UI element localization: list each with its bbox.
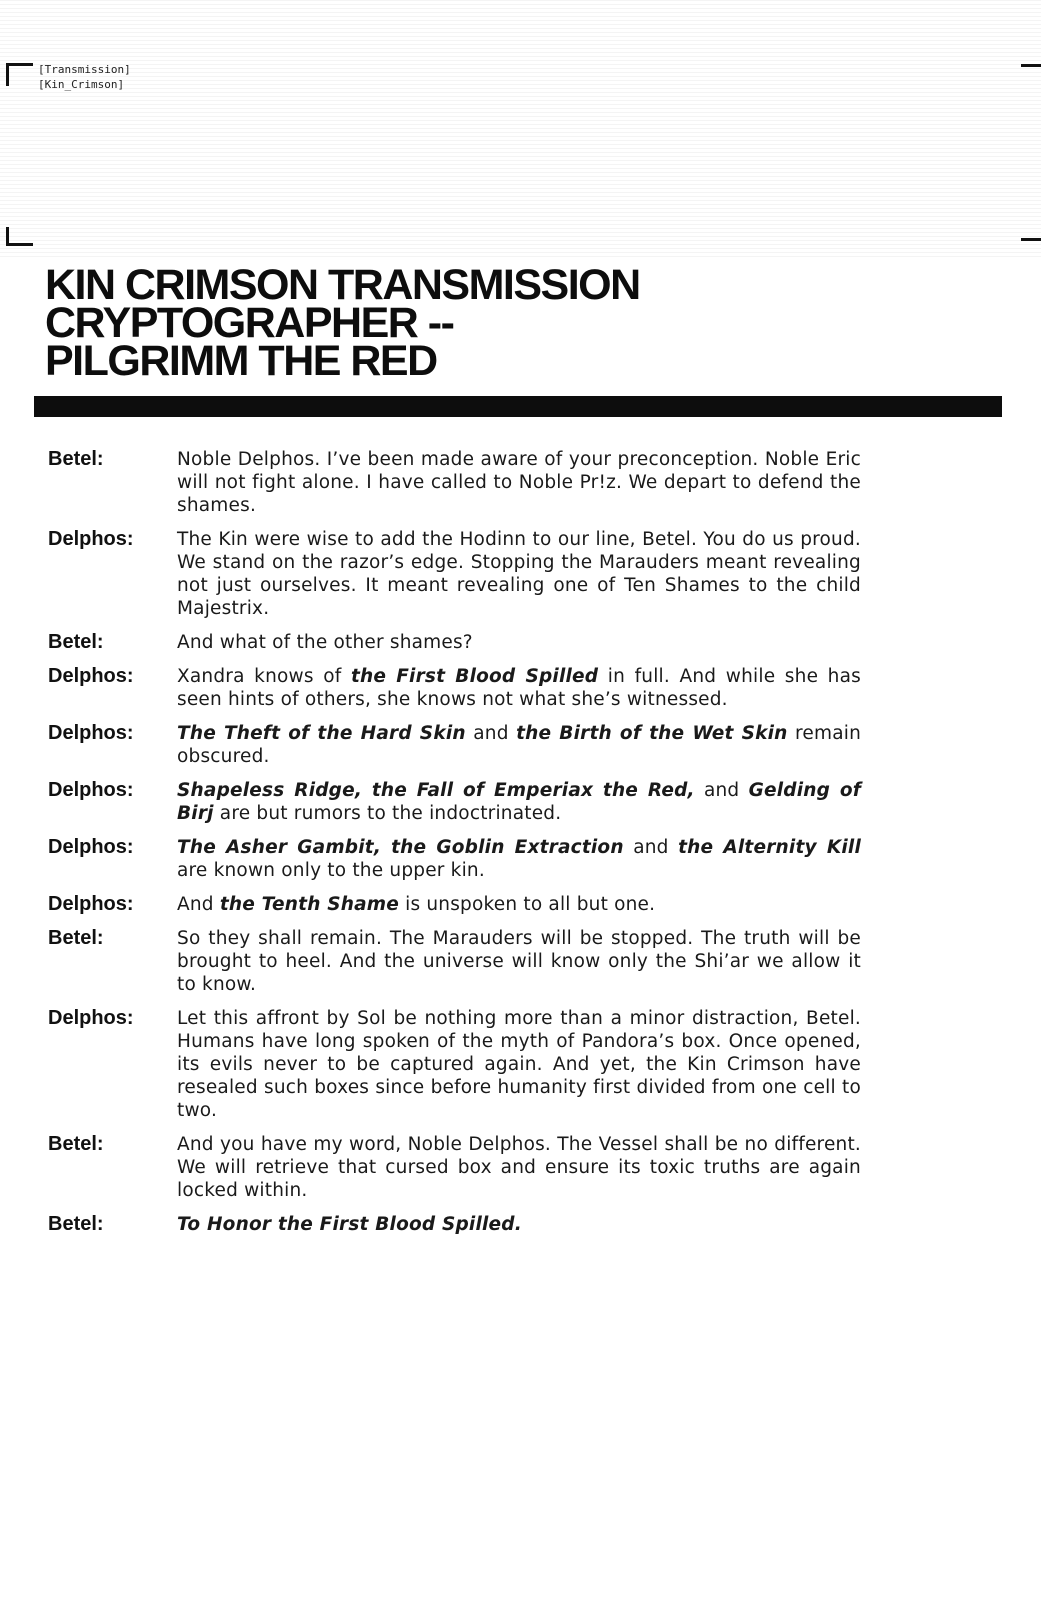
shame-name-emphasis: Gelding of Birj — [177, 780, 861, 824]
dialogue-line — [177, 1213, 861, 1236]
dialogue-line — [177, 631, 861, 654]
dialogue-text: So they shall remain. The Marauders will be stopped. The truth will be brought to heel. And the universe will know only the Shi’ar we allow it to know. — [177, 928, 861, 995]
dialogue-row — [48, 836, 861, 882]
edge-tick-right — [1021, 238, 1041, 241]
speaker-name: Delphos: — [48, 779, 134, 801]
dialogue-row — [48, 1213, 861, 1236]
dialogue-text: Noble Delphos. I’ve been made aware of your preconception. Noble Eric will not fight alone. I have called to Noble Pr!z. We depart to defend the shames. — [177, 449, 861, 516]
dialogue-text: are but rumors to the indoctrinated. — [213, 803, 562, 824]
shame-name-emphasis: Shapeless Ridge, the Fall of Emperiax the Red, — [177, 780, 695, 801]
speaker-name: Delphos: — [48, 836, 134, 858]
speaker-name: Delphos: — [48, 893, 134, 915]
dialogue-line — [177, 893, 861, 916]
dialogue-line — [177, 665, 861, 711]
dialogue-text: and — [623, 837, 679, 858]
dialogue-line — [177, 528, 861, 620]
shame-name-emphasis: The Theft of the Hard Skin — [177, 723, 466, 744]
speaker-name: Betel: — [48, 927, 104, 949]
title-line-2: CRYPTOGRAPHER -- — [45, 299, 454, 347]
scanline-background — [0, 0, 1041, 260]
dialogue-row — [48, 631, 861, 654]
tag-transmission: [Transmission] — [38, 63, 131, 76]
dialogue-text: and — [465, 723, 517, 744]
dialogue-line — [177, 722, 861, 768]
edge-tick-top-right — [1021, 64, 1041, 67]
dialogue-text: And what of the other shames? — [177, 632, 473, 653]
dialogue-line — [177, 927, 861, 996]
speaker-name: Delphos: — [48, 722, 134, 744]
dialogue-row — [48, 1007, 861, 1122]
dialogue-transcript — [48, 448, 861, 1247]
dialogue-line — [177, 779, 861, 825]
dialogue-row — [48, 722, 861, 768]
speaker-name: Betel: — [48, 448, 104, 470]
dialogue-line — [177, 1007, 861, 1122]
dialogue-text: are known only to the upper kin. — [177, 860, 485, 881]
dialogue-text: and — [694, 780, 749, 801]
speaker-name: Betel: — [48, 631, 104, 653]
tag-kin-crimson: [Kin_Crimson] — [38, 78, 125, 91]
dialogue-text: is unspoken to all but one. — [399, 894, 656, 915]
page-title — [45, 261, 640, 385]
speaker-name: Delphos: — [48, 528, 134, 550]
dialogue-text: And — [177, 894, 220, 915]
shame-name-emphasis: To Honor the First Blood Spilled. — [177, 1214, 522, 1235]
dialogue-row — [48, 1133, 861, 1202]
dialogue-line — [177, 1133, 861, 1202]
shame-name-emphasis: the First Blood Spilled — [350, 666, 599, 687]
title-line-3: PILGRIMM THE RED — [45, 337, 437, 385]
title-line-1: KIN CRIMSON TRANSMISSION — [45, 261, 640, 309]
dialogue-row — [48, 893, 861, 916]
dialogue-row — [48, 665, 861, 711]
shame-name-emphasis: the Tenth Shame — [219, 894, 400, 915]
title-divider-bar — [34, 396, 1002, 417]
dialogue-row — [48, 448, 861, 517]
dialogue-line — [177, 836, 861, 882]
dialogue-text: Xandra knows of — [177, 666, 351, 687]
dialogue-row — [48, 927, 861, 996]
dialogue-text: in full. And while she has seen hints of others, she knows not what she’s witnessed. — [177, 666, 861, 710]
speaker-name: Betel: — [48, 1213, 104, 1235]
dialogue-text: Let this affront by Sol be nothing more than a minor distraction, Betel. Humans have long spoken of the myth of Pandora’s box. Once opened, its evils never to be captured again. And yet, the Kin Crimson have resealed such boxes since before humanity first divided from one cell to two. — [177, 1008, 861, 1121]
transmission-tags — [38, 62, 131, 92]
dialogue-line — [177, 448, 861, 517]
speaker-name: Delphos: — [48, 665, 134, 687]
dialogue-text: remain obscured. — [177, 723, 861, 767]
shame-name-emphasis: The Asher Gambit, the Goblin Extraction — [177, 837, 624, 858]
shame-name-emphasis: the Birth of the Wet Skin — [516, 723, 788, 744]
speaker-name: Delphos: — [48, 1007, 134, 1029]
dialogue-row — [48, 779, 861, 825]
corner-bracket-top-left — [6, 63, 33, 86]
dialogue-row — [48, 528, 861, 620]
speaker-name: Betel: — [48, 1133, 104, 1155]
dialogue-text: The Kin were wise to add the Hodinn to our line, Betel. You do us proud. We stand on the razor’s edge. Stopping the Marauders meant revealing not just ourselves. It meant revealing one of Ten Shames to the child Majestrix. — [177, 529, 861, 619]
corner-bracket-bottom-left — [6, 227, 33, 246]
dialogue-text: And you have my word, Noble Delphos. The Vessel shall be no different. We will retrieve that cursed box and ensure its toxic truths are again locked within. — [177, 1134, 861, 1201]
shame-name-emphasis: the Alternity Kill — [678, 837, 861, 858]
